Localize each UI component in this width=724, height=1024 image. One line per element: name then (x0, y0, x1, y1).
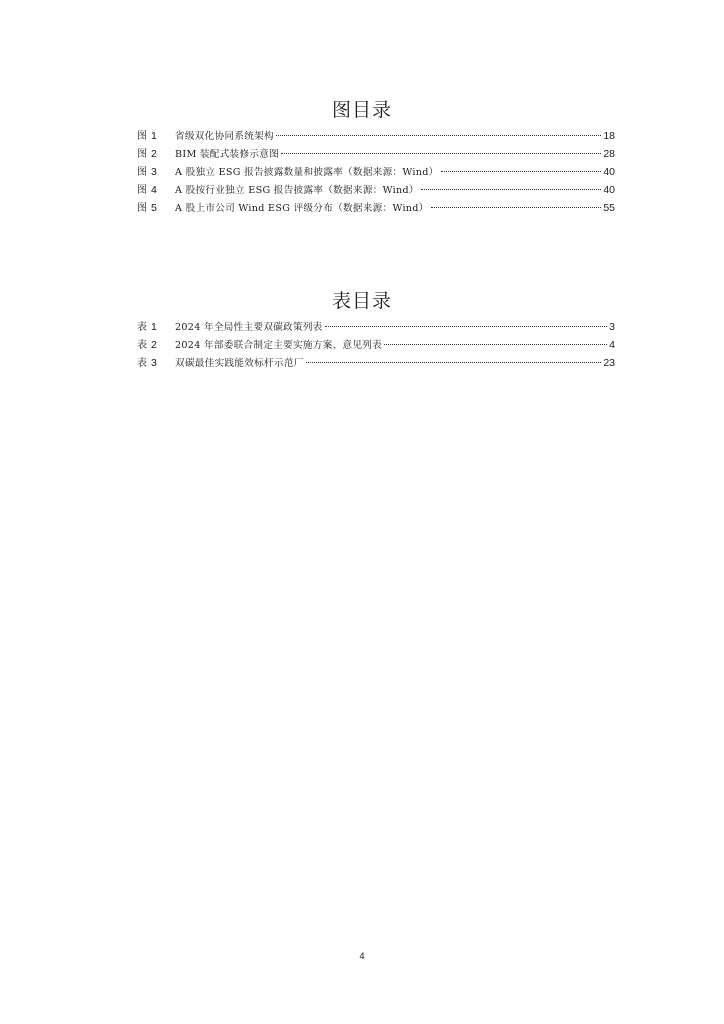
toc-entry-prefix: 图 (137, 149, 147, 160)
toc-entry-number: 2 (151, 339, 157, 351)
toc-entry-number: 3 (151, 166, 157, 178)
toc-entry-title[interactable]: 2024 年全局性主要双碳政策列表 (175, 322, 323, 333)
toc-entry-prefix: 表 (137, 322, 147, 333)
toc-entry-number: 5 (151, 202, 157, 214)
toc-entry-page[interactable]: 23 (603, 357, 615, 369)
toc-entry-page[interactable]: 55 (603, 202, 615, 214)
dot-leader (421, 178, 602, 190)
dot-leader (276, 124, 601, 136)
toc-entry-title[interactable]: BIM 装配式装修示意图 (175, 149, 280, 160)
toc-entry-page[interactable]: 4 (609, 339, 615, 351)
toc-entry-page[interactable]: 40 (603, 184, 615, 196)
toc-entry-title[interactable]: A 股上市公司 Wind ESG 评级分布（数据来源：Wind） (175, 203, 429, 214)
toc-entry-prefix: 表 (137, 358, 147, 369)
toc-entry-prefix: 图 (137, 203, 147, 214)
dot-leader (384, 333, 607, 345)
dot-leader (306, 351, 602, 363)
toc-entry-page[interactable]: 3 (609, 321, 615, 333)
toc-entry-table-3[interactable] (137, 354, 615, 372)
toc-entry-title[interactable]: 双碳最佳实践能效标杆示范厂 (175, 358, 304, 369)
dot-leader (431, 196, 602, 208)
toc-entry-page[interactable]: 40 (603, 166, 615, 178)
toc-entry-prefix: 图 (137, 185, 147, 196)
figures-toc-list (137, 127, 615, 217)
toc-entry-prefix: 表 (137, 340, 147, 351)
figures-toc-title: 图目录 (331, 99, 392, 121)
toc-entry-prefix: 图 (137, 167, 147, 178)
toc-entry-figure-5[interactable] (137, 199, 615, 217)
dot-leader (325, 315, 607, 327)
page-number: 4 (359, 951, 365, 961)
dot-leader (441, 160, 602, 172)
toc-entry-title[interactable]: 2024 年部委联合制定主要实施方案、意见列表 (175, 340, 383, 351)
toc-entry-page[interactable]: 18 (603, 130, 615, 142)
toc-entry-title[interactable]: A 股独立 ESG 报告披露数量和披露率（数据来源：Wind） (175, 167, 439, 178)
toc-entry-number: 3 (151, 357, 157, 369)
toc-entry-page[interactable]: 28 (603, 148, 615, 160)
tables-toc-title: 表目录 (331, 290, 392, 312)
toc-entry-number: 1 (151, 321, 157, 333)
tables-toc-list (137, 318, 615, 372)
dot-leader (281, 142, 601, 154)
toc-entry-number: 4 (151, 184, 157, 196)
toc-entry-title[interactable]: A 股按行业独立 ESG 报告披露率（数据来源：Wind） (175, 185, 419, 196)
toc-entry-prefix: 图 (137, 131, 147, 142)
toc-entry-number: 2 (151, 148, 157, 160)
toc-entry-number: 1 (151, 130, 157, 142)
toc-entry-title[interactable]: 省级双化协同系统架构 (175, 131, 274, 142)
